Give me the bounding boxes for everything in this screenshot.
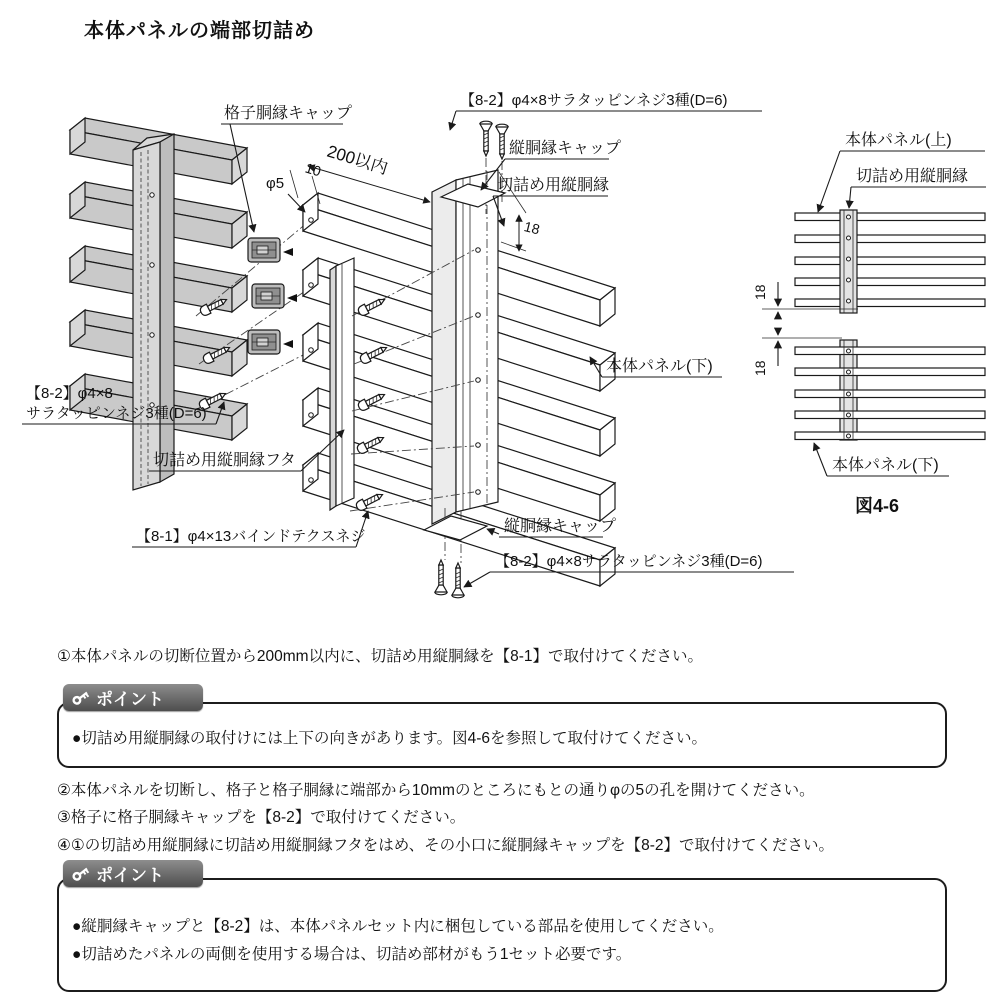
label-trim-batten: 切詰め用縦胴縁 <box>497 177 610 194</box>
point-tab-label: ポイント <box>96 690 164 709</box>
dim-200-label: 200以内 <box>324 141 391 179</box>
point-2-bullet-1: ●縦胴縁キャップと【8-2】は、本体パネルセット内に梱包している部品を使用してください。 <box>72 918 724 935</box>
label-screw-82-left-2: サラタッピンネジ3種(D=6) <box>26 405 207 422</box>
key-icon <box>71 864 90 883</box>
key-icon <box>71 688 90 707</box>
countersunk-screw-icon <box>435 560 447 595</box>
fig-dim-18-upper: 18 <box>752 284 768 300</box>
instruction-step-4: ④①の切詰め用縦胴縁に切詰め用縦胴縁フタをはめ、その小口に縦胴縁キャップを【8-2】で取付けてください。 <box>57 837 834 854</box>
fig-label-panel-lower: 本体パネル(下) <box>832 457 939 474</box>
label-screw-82-left-1: 【8-2】φ4×8 <box>26 385 113 402</box>
countersunk-screw-icon <box>480 121 492 156</box>
instruction-step-2: ②本体パネルを切断し、格子と格子胴縁に端部から10mmのところにもとの通りφの5の孔を開けてください。 <box>57 782 815 799</box>
fig-upper-panel <box>795 210 985 313</box>
fig-dim-18-lower: 18 <box>752 360 768 376</box>
label-panel-lower: 本体パネル(下) <box>606 358 713 375</box>
lattice-cap-screw-set <box>195 222 311 411</box>
dimension-200 <box>308 142 430 202</box>
label-vert-cap-bottom: 縦胴縁キャップ <box>504 518 617 535</box>
label-vert-cap-top: 縦胴縁キャップ <box>509 140 622 157</box>
point-1-bullet-1: ●切詰め用縦胴縁の取付けには上下の向きがあります。図4-6を参照して取付けてください。 <box>72 730 708 747</box>
vertical-batten-back <box>133 134 174 490</box>
dim-phi5-label: φ5 <box>266 175 285 192</box>
lattice-cap-icon <box>252 284 284 308</box>
fig-lower-panel <box>795 340 985 440</box>
figure-caption: 図4-6 <box>855 496 900 516</box>
page-title: 本体パネルの端部切詰め <box>84 20 315 42</box>
dimension-10 <box>290 160 323 204</box>
label-screw-82-top: 【8-2】φ4×8サラタッピンネジ3種(D=6) <box>460 92 728 109</box>
fig-label-panel-upper: 本体パネル(上) <box>845 132 952 149</box>
point-tab-label: ポイント <box>96 866 164 885</box>
batten-lid-strip <box>330 258 354 510</box>
instruction-step-3: ③格子に格子胴縁キャップを【8-2】で取付けてください。 <box>57 809 466 826</box>
fig-label-trim-batten: 切詰め用縦胴縁 <box>856 168 969 185</box>
countersunk-screw-icon <box>496 124 508 159</box>
lattice-cap-icon <box>248 238 280 262</box>
countersunk-screw-icon <box>452 563 464 598</box>
assembly-diagram <box>0 70 1000 630</box>
instruction-step-1: ①本体パネルの切断位置から200mm以内に、切詰め用縦胴縁を【8-1】で取付けてください。 <box>57 648 703 665</box>
label-screw-82-bottom: 【8-2】φ4×8サラタッピンネジ3種(D=6) <box>495 553 763 570</box>
dim-18-label: 18 <box>522 218 542 238</box>
dimension-phi5 <box>266 175 305 212</box>
lattice-cap-icon <box>248 330 280 354</box>
figure-4-6 <box>752 131 986 516</box>
trim-batten <box>432 170 498 524</box>
point-tab <box>63 860 203 887</box>
label-batten-lid: 切詰め用縦胴縁フタ <box>153 452 296 469</box>
dim-10-label: 10 <box>303 159 324 180</box>
point-tab <box>63 684 203 711</box>
label-screw-81: 【8-1】φ4×13バインドテクスネジ <box>136 528 366 545</box>
point-2-bullet-2: ●切詰めたパネルの両側を使用する場合は、切詰め部材がもう1セット必要です。 <box>72 946 632 963</box>
label-lattice-cap: 格子胴縁キャップ <box>224 105 353 122</box>
